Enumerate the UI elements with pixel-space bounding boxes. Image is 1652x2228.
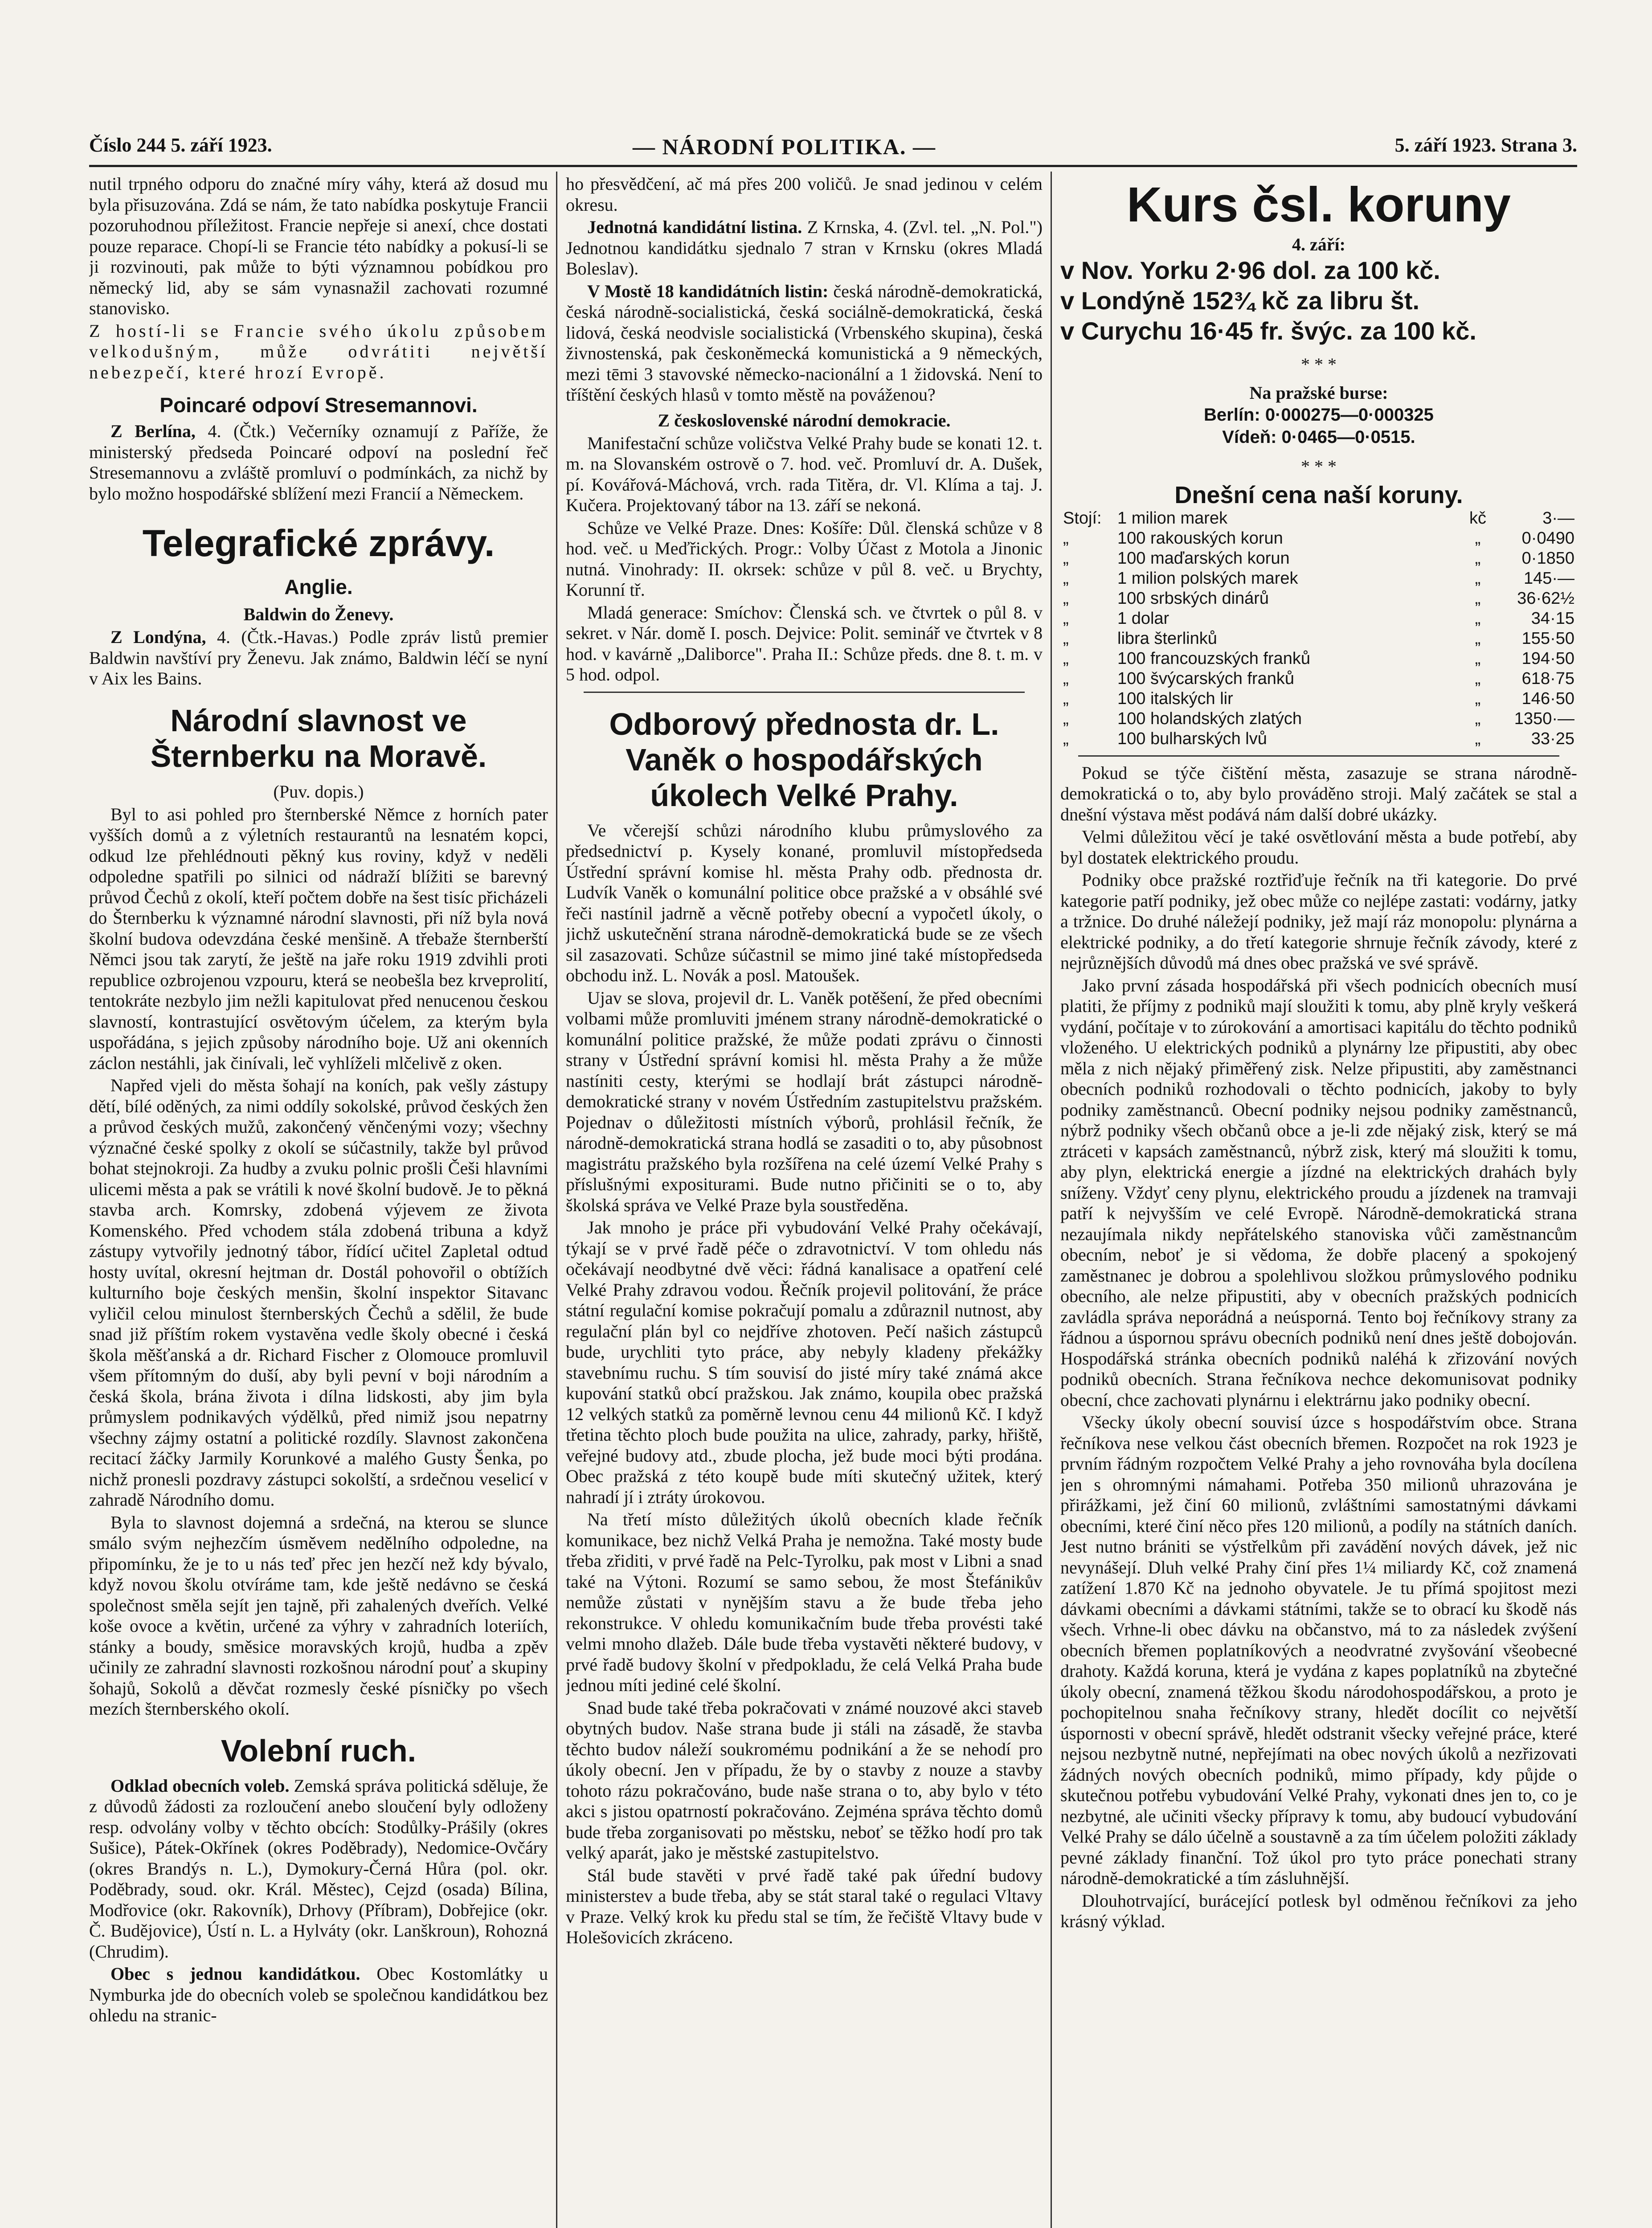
currency-rate-date: 4. září:: [1292, 234, 1345, 254]
rate-item: 1 dolar: [1117, 609, 1169, 628]
article-paragraph: Všecky úkoly obecní souvisí úzce s hospodářstvím obce. Strana řečníkova nese velkou část obecních břemen. Rozpočet na rok 1923 je prvním řádným rozpočtem Velké Prahy a jeho rovnováha byla docílena jen s ohromnými námahami. Potřeba 350 milionů uhrazována je přirážkami, jež činí 60 milionů, zvláštními samostatnými dávkami obecními, které činí něco přes 120 milionů, a podíly na státních daních. Jest nutno brániti se výstřelkům při zavádění nových dávek, jež nic nevynášejí. Dluh velké Prahy činí přes 1¼ miliardy Kč, což znamená zatížení 1.870 Kč na jednoho obyvatele. Je tu přímá spojitost mezi dávkami obecními a dávkami státními, takže se to obrací ku škodě nás všech. Vrhne-li obec dávku na občanstvo, má to za následek zvýšení obecních břemen poplatníkových a neodvratné zvyšování všeobecné drahoty. Každá koruna, která je vydána z kapes poplatníků na zbytečné úkoly obecní, znamená těžkou škodu národohospodářskou, a proto je pochopitelnou snaha řečníkovy strany, hledět docílit co největší úspornosti v obecní správě, hledět odstranit všecky veřejné práce, které nejsou nezbytně nutné, nepřejímati na obec nových úkolů a nezřizovati žádných nových obecních podniků, mimo případy, kdy půjde o skutečnou potřebu vybudování Velké Prahy, vykonati dnes jen to, co je nezbytné, ale učiniti všecky přípravy k tomu, aby budoucí vybudování Velké Prahy se dálo účelně a soustavně a za tím účelem položiti základy pevné základy finanční. Tož úkol pro tyto práce ponechati strany národně-demokratické a tím zásluhnější.: [1060, 1412, 1577, 1888]
rate-row: [1060, 528, 1577, 549]
rate-item: 100 italských lir: [1117, 689, 1233, 708]
article-paragraph: Ujav se slova, projevil dr. L. Vaněk potěšení, že před obecními volbami může promluviti jménem strany národně-demokratické o komunální politice pražské, že může podati zprávu o činnosti strany v Ústřední správní komisi hl. města Prahy a že může nastíniti cesty, kterými se hodlají brát zástupci národně-demokratické strany v novém Ústředním zastupitelstvu pražském. Pojednav o důležitosti místních výborů, prohlásil řečník, že národně-demokratická strana hodlá se zasaditi o to, aby působnost magistrátu pražského byla rozšířena na celé území Velké Prahy s příslušnými expositurami. Bude nutno přičiniti se o to, aby školská správa ve Velké Praze byla soustředěna.: [566, 987, 1043, 1215]
source-note: (Puv. dopis.): [273, 781, 364, 802]
masthead: [89, 134, 1577, 165]
section-divider: [1078, 755, 1559, 757]
rate-value: 145·—: [1523, 569, 1574, 588]
dateline: Z Londýna,: [110, 627, 206, 647]
rate-unit: „: [1475, 589, 1481, 608]
stars-separator: * * *: [1301, 456, 1337, 476]
rate-value: 618·75: [1521, 669, 1574, 688]
header-rule: [89, 165, 1577, 167]
rate-unit: „: [1475, 729, 1481, 748]
rate-row: [1060, 569, 1577, 589]
rate-item: 1 milion marek: [1117, 508, 1228, 528]
article-paragraph: Velmi důležitou věcí je také osvětlování města a bude potřebí, aby byl dostatek elektrického proudu.: [1060, 827, 1577, 868]
article-paragraph: Manifestační schůze voličstva Velké Prahy bude se konati 12. t. m. na Slovanském ostrově o 7. hod. več. Promluví dr. A. Dušek, pí. Kovářová-Máchová, vrch. rada Titěra, dr. Vl. Klíma a taj. J. Kučera. Projektovaný tábor na 13. září se nekoná.: [566, 433, 1043, 515]
rate-value: 1350·—: [1514, 709, 1574, 728]
rate-row: [1060, 508, 1577, 528]
article-paragraph: Pokud se týče čištění města, zasazuje se strana národně-demokratická o to, aby bylo prováděno stroji. Malý začátek se stal a dnešní výstava měst podává nám další dobré ukázky.: [1060, 762, 1577, 824]
rate-row: [1060, 609, 1577, 629]
rate-unit: „: [1475, 609, 1481, 628]
rate-prefix: „: [1063, 609, 1069, 628]
rate-value: 33·25: [1531, 729, 1574, 748]
rate-item: libra šterlinků: [1117, 629, 1217, 648]
rate-prefix: „: [1063, 569, 1069, 588]
article-text: 4. (Čtk.) Večerníky oznamují z Paříže, že ministerský předseda Poincaré odpoví na poslední řeč Stresemannovu a zvláště promluví o podmínkách, za nichž by bylo možno hospodářské sblížení mezi Francií a Německem.: [89, 421, 548, 504]
rate-item: 100 srbských dinárů: [1117, 589, 1269, 608]
column-rule-1: [556, 172, 557, 2228]
rate-prefix: „: [1063, 709, 1069, 728]
heading-slavnost: Národní slavnost ve Šternberku na Moravě.: [150, 703, 487, 774]
article-text: Z Krnska, 4. (Zvl. tel. „N. Pol.") Jednotnou kandidátku sjednalo 7 stran v Krnsku (okres Mladá Boleslav).: [566, 217, 1043, 278]
currency-rate-line: v Nov. Yorku 2·96 dol. za 100 kč.: [1060, 256, 1440, 284]
rate-value: 194·50: [1521, 649, 1574, 668]
rate-item: 100 bulharských lvů: [1117, 729, 1267, 748]
article-paragraph: Jak mnoho je práce při vybudování Velké Prahy očekávají, týkají se v prvé řadě péče o zdravotnictví. V tom ohledu nás očekávají neodbytné dvě věci: řádná kanalisace a opatření celé Velké Prahy zdravou vodou. Řečník projevil politování, že práce státní regulační komise pokračují pomalu a zdůraznil nutnost, aby regulační plán byl co nejdříve zhotoven. Pečí našich zástupců bude, urychliti tyto práce, aby nebyly kladeny překážky stavebnímu ruchu. S tím souvisí do jisté míry také známá akce kupování statků obcí pražskou. Jak známo, koupila obec pražská 12 velkých statků za poměrně levnou cenu 44 milionů Kč. I když třetina těchto ploch bude použita na ulice, zahrady, parky, hřiště, veřejné budovy atd., zbude plocha, jež bude moci býti prodána. Obec pražská z této koupě bude míti skutečný užitek, který nahradí jí i ztráty úrokovou.: [566, 1217, 1043, 1507]
article-paragraph: Stál bude stavěti v prvé řadě také pak úřední budovy ministerstev a bude třeba, aby se stát staral také o regulaci Vltavy v Praze. Velký krok ku předu stal se tím, že řečiště Vltavy bude v Holešovicích zkráceno.: [566, 1865, 1043, 1947]
rate-unit: „: [1475, 689, 1481, 708]
article-paragraph: Byla to slavnost dojemná a srdečná, na kterou se slunce smálo svým nejhezčím úsměvem nedělního odpoledne, na připomínku, že je to u nás teď přec jen hezčí než kdy bývalo, když novou školu otvíráme tam, kde ještě nedávno se česká společnost směla sejít jen tajně, při zahalených dveřích. Velké koše ovoce a květin, určené za výhry v zahradních loteriích, stánky a boudy, směsice moravských krojů, hudba a zpěv učinily ze zahradní slavnosti rozkošnou národní pouť a skupiny šohajů, Sokolů a děvčat rozmesly české písničky po všech mezích šternberského okolí.: [89, 1512, 548, 1719]
rate-unit: „: [1475, 569, 1481, 588]
rate-unit: „: [1475, 669, 1481, 688]
rate-unit: „: [1475, 629, 1481, 648]
currency-rate-title: Kurs čsl. koruny: [1127, 177, 1511, 232]
heading-anglie: Anglie.: [284, 575, 353, 598]
rate-prefix: „: [1063, 589, 1069, 608]
rate-row: [1060, 549, 1577, 569]
rate-row: [1060, 669, 1577, 689]
rate-value: 3·—: [1542, 508, 1574, 528]
exchange-heading: Na pražské burse:: [1249, 383, 1388, 403]
rate-item: 100 holandských zlatých: [1117, 709, 1302, 728]
newspaper-title: — NÁRODNÍ POLITIKA. —: [633, 134, 936, 159]
rate-item: 100 rakouských korun: [1117, 528, 1283, 548]
intro-paragraph-spaced: Z hostí-li se Francie svého úkolu způsobem velkodušným, může odvrátiti největší nebezpečí, které hrozí Evropě.: [89, 320, 548, 382]
rate-prefix: „: [1063, 528, 1069, 548]
rate-prefix: Stojí:: [1063, 508, 1102, 528]
lead-in: V Mostě 18 kandidátních listin:: [587, 281, 829, 301]
column-rule-2: [1051, 172, 1052, 2228]
column-1: [89, 174, 548, 2228]
rate-unit: „: [1475, 709, 1481, 728]
rate-unit: kč: [1469, 508, 1486, 528]
article-paragraph: Na třetí místo důležitých úkolů obecních klade řečník komunikace, bez nichž Velká Praha je nemožna. Také mosty bude třeba zřiditi, v prvé řadě na Pelc-Tyrolku, pak most v Libni a snad také na Výtoni. Rozumí se samo sebou, že most Štefánikův nemůže zůstati v nynějším stavu a že bude třeba jeho rekonstrukce. V ohledu komunikačním bude třeba provésti také velmi mnoho dlažeb. Dále bude třeba vystavěti některé budovy, v prvé řadě budovy školní v předpokladu, že celá Velká Praha bude jednou míti jediné celé školní.: [566, 1509, 1043, 1695]
rate-unit: „: [1475, 528, 1481, 548]
heading-volebni: Volební ruch.: [221, 1733, 417, 1768]
article-paragraph: Napřed vjeli do města šohají na koních, pak vešly zástupy dětí, bílé oděných, za nimi oddíly sokolské, průvod českých žen a průvod českých mužů, zakončený věnčenými vozy; všechny význačné české spolky z okolí se súčastnily, takže byl průvod bohat stejnokroji. Za hudby a zvuku polnic prošli Češi hlavními ulicemi města a pak se vrátili k nové školní budově. Je to pěkná stavba arch. Komrsky, zdobená výjevem ze života Komenského. Před vchodem stála zdobená tribuna a když zástupy vytvořily jednotný tábor, řídící učitel Zapletal odtud hosty uvítal, okresní hejtman dr. Dostál pohovořil o obtížích kulturního boje českých menšin, školní inspektor Sitavanc vyličil celou minulost šternberských Čechů a sdělil, že bude snad již příštím rokem vystavěna vedle školy obecné i česká škola měšťanská a dr. Richard Fischer z Olomouce promluvil všem přítomným do duší, aby byli pevní v boji národním a česká škola, brána života i dílna lidskosti, aby jim byla průmyslem podnikavých výdělků, před nimiž jsou nepatrny všechny zájmy ostatní a politické rozdíly. Slavnost zakončena recitací žáčky Jarmily Korunkové a malého Gusty Šenka, po nichž pronesli pozdravy zástupci sokolští, a srdečnou veselicí v zahradě Národního domu.: [89, 1075, 548, 1510]
issue-number: Číslo 244 5. září 1923.: [89, 134, 272, 156]
section-divider: [584, 692, 1025, 693]
rate-value: 36·62½: [1517, 589, 1574, 608]
heading-odborovy: Odborový přednosta dr. L. Vaněk o hospodářských úkolech Velké Prahy.: [609, 706, 999, 813]
rate-prefix: „: [1063, 669, 1069, 688]
article-text: Obec Kostomlátky u Nymburka jde do obecních voleb se společnou kandidátkou bez ohledu na stranic-: [89, 1964, 548, 2025]
rates-heading: Dnešní cena naší koruny.: [1174, 482, 1463, 508]
continued-paragraph: ho přesvědčení, ač má přes 200 voličů. Je snad jedinou v celém okresu.: [566, 174, 1043, 215]
lead-in: Jednotná kandidátní listina.: [587, 217, 802, 237]
exchange-row: Vídeň: 0·0465—0·0515.: [1222, 427, 1415, 447]
rate-prefix: „: [1063, 649, 1069, 668]
rate-prefix: „: [1063, 689, 1069, 708]
intro-paragraph: nutil trpného odporu do značné míry váhy, která až dosud mu byla přisuzována. Zdá se nám, že tato nabídka poskytuje Francii pozoruhodnou příležitost. Francie nepřeje si anexí, chce dostati pouze reparace. Chopí-li se Francie této nabídky a pokusí-li se ji rozvinouti, pak může to býti významnou pobídkou pro německý lid, aby se sám vynasnažil zachovati rozumné stanovisko.: [89, 174, 548, 318]
article-paragraph: Dlouhotrvající, burácející potlesk byl odměnou řečníkovi za jeho krásný výklad.: [1060, 1890, 1577, 1931]
article-paragraph: Ve včerejší schůzi národního klubu průmyslového za předsednictví p. Kysely konané, promluvil místopředseda Ústřední správní komise hl. města Prahy odb. přednosta dr. Ludvík Vaněk o komunální politice obce pražské a v obsáhlé své řeči nastínil jadrně a věcně potřeby obecní a vypočetl úkoly, o jichž uskutečnění strana národně-demokratická bude se ze všech sil zasazovati. Schůze súčastnil se mimo jiné také místopředseda obchodu inž. L. Novák a posl. Matoušek.: [566, 820, 1043, 985]
article-paragraph: Snad bude také třeba pokračovati v známé nouzové akci staveb obytných budov. Naše strana bude ji stáli na zásadě, že stavba těchto budov náleží soukromému podnikání a že se nehodí pro úkoly obecní. Jen v případu, že by o stavby z nouze a stavby tohoto rázu pokračováno, bude naše strana o to, aby bylo v této akci s jistou opatrností pokračováno. Zejména správa těchto domů bude třeba zorganisovati po městsku, neboť se těžko hodí pro tak velký aparát, jako je městské zastupitelstvo.: [566, 1697, 1043, 1863]
article-text: Zemská správa politická sděluje, že z důvodů žádosti za rozloučení anebo sloučení byly odloženy resp. odvolány volby v těchto obcích: Stodůlky-Prášily (okres Sušice), Pátek-Okřínek (okres Poděbrady), Nedomice-Ovčáry (okres Brandýs n. L.), Dymokury-Černá Hůra (pol. okr. Poděbrady, soud. okr. Král. Městec), Cejzd (osada) Bílina, Modřovice (okr. Rakovník), Drhovy (Příbram), Dobřejice (okr. Č. Budějovice), Ústí n. L. a Hylváty (okr. Lanškroun), Rohozná (Chrudim).: [89, 1775, 548, 1962]
rate-item: 100 francouzských franků: [1117, 649, 1311, 668]
column-3: [1060, 174, 1577, 2228]
rate-row: [1060, 729, 1577, 749]
rate-value: 34·15: [1531, 609, 1574, 628]
article-text: 4. (Čtk.-Havas.) Podle zpráv listů premier Baldwin navštíví pry Ženevu. Jak známo, Baldwin léčí se nyní v Aix les Bains.: [89, 627, 548, 688]
heading-baldwin: Baldwin do Ženevy.: [243, 604, 394, 624]
currency-rate-line: v Londýně 152¾ kč za libru št.: [1060, 286, 1420, 315]
rate-value: 155·50: [1521, 629, 1574, 648]
page-date: 5. září 1923. Strana 3.: [1394, 134, 1577, 156]
dateline: Z Berlína,: [110, 421, 196, 441]
rate-value: 0·0490: [1521, 528, 1574, 548]
lead-in: Obec s jednou kandidátkou.: [110, 1964, 360, 1984]
heading-poincare: Poincaré odpoví Stresemannovi.: [159, 393, 478, 417]
rate-prefix: „: [1063, 629, 1069, 648]
rate-unit: „: [1475, 549, 1481, 568]
exchange-row: Berlín: 0·000275—0·000325: [1204, 405, 1434, 425]
rate-prefix: „: [1063, 549, 1069, 568]
heading-telegraf: Telegrafické zprávy.: [142, 522, 495, 564]
currency-rate-line: v Curychu 16·45 fr. švýc. za 100 kč.: [1060, 316, 1476, 345]
rate-row: [1060, 689, 1577, 709]
article-paragraph: Jako první zásada hospodářská při všech podnicích obecních musí platiti, že příjmy z podniků mají sloužiti k tomu, aby plně kryly veškerá vydání, počítaje v to zúrokování a amortisaci kapitálu do těchto podniků vloženého. U elektrických podniků a plynárny lze připustiti, aby obec měla z nich nějaký přiměřený zisk. Nelze připustiti, aby zaměstnanci obecních podniků rozhodovali o těchto podnicích, jakoby to byly podniky zaměstnanců. Obecní podniky nejsou podniky zaměstnanců, nýbrž podniky všech občanů obce a je-li zde nějaký zisk, který se má ztráceti v kapsách zaměstnanců, nýbrž zisk, který má sloužiti k tomu, aby plyn, elektrická energie a jízdné na elektrických drahách byly sníženy. Vždyť ceny plynu, elektrického proudu a jízdenek na tramvaji patří k nejvyšším ve celé Evropě. Národně-demokratická strana nezaujímala nikdy nepřátelského stanoviska vůči zaměstnancům obecním, neboť je si vědoma, že dobře placený a spokojený zaměstnanec je dobrou a spolehlivou složkou průmyslového podniku obecního, ale nelze připustiti, aby v obecních pražských podnicích zavládla správa neporádná a neúsporná. Tento boj řečníkovy strany za řádnou a úspornou správu obecních podniků není dnes ještě dobojován. Hospodářská stránka obecních podniků naléhá k zřizování nových podniků obecních. Strana řečníkova nechce dekomunisovat podniky obecní, chce zachovati plynárnu i elektrárnu jako podniky obecní.: [1060, 975, 1577, 1410]
rate-row: [1060, 589, 1577, 609]
rate-row: [1060, 649, 1577, 669]
article-text: česká národně-demokratická, česká národně-socialistická, česká sociálně-demokratická, česká lidová, česká neodvisle socialistická (Vrbenského skupina), česká živnostenská, pak českoněmecká komunistická a 9 německých, mezi tēmi 3 stavovské německo-nacionální a 1 židovská. Není to tříštění českých hlasů v tomto městě na pováženou?: [566, 281, 1043, 405]
heading-csnd: Z československé národní demokracie.: [658, 410, 951, 430]
rate-item: 100 maďarských korun: [1117, 549, 1290, 568]
article-paragraph: Podniky obce pražské roztřiďuje řečník na tři kategorie. Do prvé kategorie patří podniky, jež obec může co nejlépe zastati: vodárny, jatky a tržnice. Do druhé náležejí podniky, jež mají ráz monopolu: plynárna a elektrické podniky, a do třetí kategorie shrnuje řečník závody, které z nejrůznějších důvodů má dnes obec pražská ve své správě.: [1060, 870, 1577, 973]
stars-separator: * * *: [1301, 354, 1337, 374]
rate-value: 146·50: [1521, 689, 1574, 708]
article-paragraph: Schůze ve Velké Praze. Dnes: Košíře: Důl. členská schůze v 8 hod. več. u Meďřických. Progr.: Volby Účast z Motola a Jinonic nutná. Vinohrady: II. okrsek: schůze v půl 8. več. u Brychty, Korunní tř.: [566, 517, 1043, 600]
lead-in: Odklad obecních voleb.: [110, 1775, 290, 1796]
rates-table: [1060, 508, 1577, 749]
rate-item: 100 švýcarských franků: [1117, 669, 1295, 688]
rate-unit: „: [1475, 649, 1481, 668]
article-paragraph: Mladá generace: Smíchov: Členská sch. ve čtvrtek o půl 8. v sekret. v Nár. domě I. posch. Dejvice: Polit. seminář ve čtvrtek v 8 hod. v kavárně „Daliborce". Praha II.: Schůze předs. dne 8. t. m. v 5 hod. odpol.: [566, 602, 1043, 684]
rate-item: 1 milion polských marek: [1117, 569, 1298, 588]
rate-row: [1060, 629, 1577, 649]
article-paragraph: Byl to asi pohled pro šternberské Němce z horních pater vyšších domů a z výletních restaurantů na lesnatém kopci, odkud lze přehlédnouti pěkný kus roviny, když v neděli odpoledne spatřili po silnici od nádraží blížiti se barevný průvod Čechů z okolí, kteří počtem dobře na šest tisíc přicházeli do Šternberku k významné národní slavnosti, při níž byla nová školní budova odevzdána české menšině. A třebaže šternberští Němci jsou tak zarytí, že ještě na jaře roku 1919 zdvihli proti republice ozbrojenou vzpouru, která se neobešla bez krveprolití, tentokráte nezbylo jim nežli kapitulovat před nenucenou českou slavností, kontrastující osvětovým účelem, za kterým byla uspořádána, s jejich způsoby národního boje. Už ani okenních záclon nestáhli, jak činívali, leč vyhlíželi mlčelivě z oken.: [89, 804, 548, 1073]
rate-prefix: „: [1063, 729, 1069, 748]
column-2: [566, 174, 1043, 2228]
rate-row: [1060, 709, 1577, 729]
rate-value: 0·1850: [1521, 549, 1574, 568]
